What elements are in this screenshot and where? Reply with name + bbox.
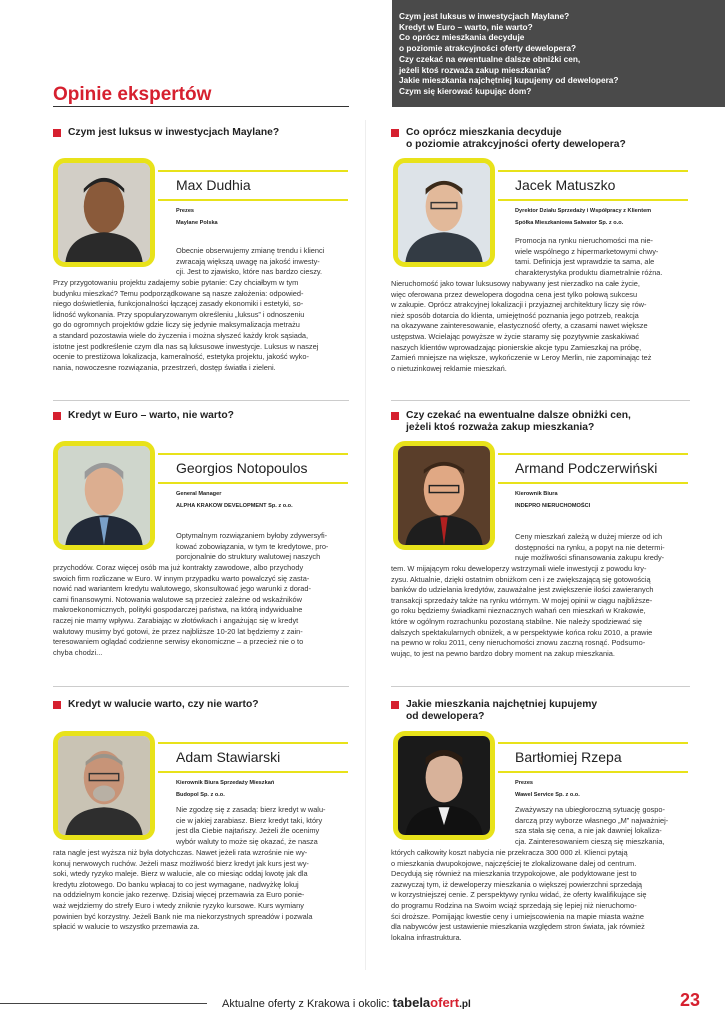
answer-text-indented: [515, 532, 690, 564]
text-line: ustępstwa. Wcielając powyższe w życie staramy się pozytywnie zaskakiwać: [391, 331, 640, 341]
role-title: General Manager: [176, 491, 222, 497]
section-divider: [53, 400, 349, 401]
text-line: których całkowity koszt nabycia nie przekracza 300 000 zł. Klienci pytają: [391, 848, 628, 857]
text-line: cji. Jest to zjawisko, które nas bardzo cieszy.: [176, 267, 323, 277]
contents-item: Czy czekać na ewentualne dalsze obniżki cen,: [399, 53, 581, 64]
text-line: Decydują się również na mieszkania trzypokojowe, ale podyktowane jest to: [391, 869, 637, 879]
text-line: na oddzielnym koncie jako rezerwę. Dzisiaj więcej przemawia za Euro ponie-: [53, 890, 305, 900]
text-line: makroekonomicznych, polityki gospodarczej państwa, na którą indywidualne: [53, 605, 303, 615]
text-line: cie w jakiej zarabiasz. Bierz kredyt taki, który: [176, 815, 323, 825]
text-line: charakterystyka produktu diametralnie różna.: [515, 267, 663, 277]
expert-photo: [393, 441, 495, 550]
expert-name: Adam Stawiarski: [176, 749, 281, 765]
name-rule: [158, 482, 348, 484]
answer-text: [53, 278, 349, 373]
footer-rule: [0, 1003, 207, 1004]
text-line: Promocja na rynku nieruchomości ma nie-: [515, 236, 654, 245]
role-title: Dyrektor Działu Sprzedaży i Współpracy z Klientem: [515, 208, 652, 214]
name-rule: [158, 199, 348, 201]
text-line: Nie zgodzę się z zasadą: bierz kredyt w walu-: [176, 805, 326, 814]
text-line: nież sposób dotarcia do klienta, umiejętność poznania jego potrzeb, reakcja: [391, 310, 639, 320]
text-line: kredytu złotowego. Do banku wpłacaj to co jest wymagane, nadwyżkę lokuj: [53, 879, 299, 889]
question-heading: [53, 699, 353, 711]
brand-part: .pl: [459, 999, 471, 1010]
text-line: dalszych spektakularnych obniżek, a w perspektywie końca roku 2010, a prawie: [391, 627, 653, 637]
page-title: Opinie ekspertów: [53, 84, 212, 105]
text-line: lidność wykonania. Przy spopularyzowanym określeniu „luksus” i odnoszeniu: [53, 309, 305, 319]
text-line: sza stała się cena, a nie jak dawniej lokaliza-: [515, 826, 662, 836]
text-line: Zamień mniejsze na większe, wykończenie w Leroy Merlin, nie zapominając też: [391, 353, 652, 363]
answer-text-indented: [176, 805, 349, 847]
bullet-square-icon: [53, 701, 61, 709]
section-divider: [53, 686, 349, 687]
portrait-icon: [398, 736, 490, 835]
contents-box: [392, 0, 725, 107]
contents-item: o poziomie atrakcyjności oferty dewelopera?: [399, 43, 577, 54]
expert-role: [176, 488, 293, 512]
question-heading: [53, 410, 353, 422]
role-title: Kierownik Biura: [515, 491, 558, 497]
role-company: Spółka Mieszkaniowa Salwator Sp. z o.o.: [515, 220, 624, 226]
text-line: go roku będziemy świadkami nieznacznych wahań cen mieszkań w Krakowie,: [391, 606, 646, 616]
text-line: naszych klientów wprowadzając pionierskie akcje typu Zamieszkaj na próbę,: [391, 342, 642, 352]
answer-text: [391, 848, 690, 943]
answer-text-indented: [515, 236, 690, 278]
text-line: kować zobowiązania, w tym te kredytowe, pro-: [176, 541, 329, 551]
expert-name: Bartłomiej Rzepa: [515, 749, 622, 765]
text-line: niego doświetlenia, funkcjonalności łączącej zasady ekonomiki i estetyki, so-: [53, 299, 304, 309]
name-rule: [498, 170, 688, 172]
role-title: Prezes: [515, 780, 534, 786]
brand-part: tabela: [392, 995, 431, 1010]
answer-text-indented: [176, 246, 349, 278]
title-divider: [53, 106, 349, 107]
role-company: Budopol Sp. z o.o.: [176, 792, 225, 798]
text-line: ocenie to prestiżowa lokalizacja, kameralność, estetyka projektu, jakość wyko-: [53, 352, 309, 362]
role-company: ALPHA KRAKOW DEVELOPMENT Sp. z o.o.: [176, 503, 293, 509]
text-line: darczą przy wyborze własnego „M” najważniej-: [515, 815, 669, 825]
text-line: porcjonalnie do struktury walutowej naszych: [176, 552, 321, 562]
text-line: przychodów. Coraz więcej osób ma już kontrakty zawodowe, albo przychody: [53, 563, 304, 572]
question-text: Kredyt w Euro – warto, nie warto?: [68, 410, 234, 421]
portrait-icon: [398, 163, 490, 262]
name-rule: [158, 742, 348, 744]
contents-item: Co oprócz mieszkania decyduje: [399, 32, 525, 43]
question-heading: [53, 127, 353, 139]
text-line: go do ogromnych projektów gdzie liczy się jedynie maksymalizacja metrażu: [53, 320, 300, 330]
text-line: budynku mieszkać? Temu podporządkowane są nasze założenia: odpowied-: [53, 288, 304, 298]
text-line: ści droższe. Pomijając kwestie ceny i umiejscowienia na mapie miasta ważne: [391, 911, 645, 921]
expert-name: Max Dudhia: [176, 177, 251, 193]
contents-item: Jakie mieszkania najchętniej kupujemy od dewelopera?: [399, 75, 619, 86]
text-line: wiele wspólnego z hipermarketowymi chwy-: [515, 246, 659, 256]
expert-role: [515, 205, 651, 229]
text-line: dla nabywców jest ustawienie mieszkania względem stron świata, jak również: [391, 922, 645, 932]
contents-item: jeżeli ktoś rozważa zakup mieszkania?: [399, 64, 551, 75]
role-company: INDEPRO NIERUCHOMOŚCI: [515, 503, 591, 509]
text-line: swoich firm rozliczane w Euro. W innym przypadku warto powalczyć się zasta-: [53, 573, 310, 583]
answer-text-indented: [176, 531, 349, 563]
role-company: Wawel Service Sp. z o.o.: [515, 792, 580, 798]
text-line: zwracają większą uwagę na jakość inwesty-: [176, 256, 320, 266]
bullet-square-icon: [391, 129, 399, 137]
name-rule: [158, 771, 348, 773]
text-line: wybór waluty to może się okazać, że nasza: [176, 836, 318, 846]
contents-list: [392, 0, 725, 97]
text-line: powinien być korzystny. Jeżeli Bank nie ma niekorzystnych spreadów i pozwala: [53, 911, 313, 921]
text-line: raczej nie mamy wpływu. Zarabiając w złotówkach i angażując się w kredyt: [53, 615, 299, 625]
text-line: cami finansowymi. Notowania walutowe są przecież zależne od wskaźników: [53, 594, 302, 604]
text-line: zazwyczaj tym, iż deweloperzy mieszkania o większej powierzchni sprzedają: [391, 879, 642, 889]
brand-logo[interactable]: [393, 995, 471, 1010]
name-rule: [498, 742, 688, 744]
portrait-icon: [58, 446, 150, 545]
text-line: wując, to jest na pewno bardzo dobry moment na zakup mieszkania.: [391, 648, 615, 658]
name-rule: [498, 453, 688, 455]
name-rule: [498, 771, 688, 773]
answer-text: [53, 848, 349, 933]
text-line: waż wejdziemy do strefy Euro i wtedy zniknie ryzyko kursowe. Kurs wymiany: [53, 900, 304, 910]
question-text: Czy czekać na ewentualne dalsze obniżki cen, jeżeli ktoś rozważa zakup mieszkania?: [406, 410, 631, 433]
role-company: Maylane Polska: [176, 220, 218, 226]
text-line: Ceny mieszkań zależą w dużej mierze od ich: [515, 532, 663, 541]
text-line: Zważywszy na ubiegłoroczną sytuację gospo-: [515, 805, 665, 814]
portrait-icon: [58, 163, 150, 262]
answer-text-indented: [515, 805, 690, 847]
text-line: konuj nerwowych ruchów. Jeżeli masz możliwość bierz kredyt jak kurs jest wy-: [53, 858, 309, 868]
column-divider: [365, 120, 366, 970]
question-text: Czym jest luksus w inwestycjach Maylane?: [68, 127, 280, 138]
question-heading: [391, 410, 711, 434]
expert-name: Georgios Notopoulos: [176, 460, 308, 476]
text-line: dostępności na rynku, a popyt na nie determi-: [515, 542, 665, 552]
name-rule: [498, 199, 688, 201]
text-line: na pewno w roku 2011, ceny nieruchomości znowu zaczną rosnąć. Podsumo-: [391, 638, 646, 648]
text-line: teresowaniem oglądać codzienne serwisy ekonomiczne – a przecież nie o to: [53, 637, 304, 647]
text-line: w zakupie. Oprócz atrakcyjnej lokalizacji i przyjaznej architektury liczy się rów-: [391, 300, 647, 310]
text-line: tem. W mijającym roku deweloperzy wstrzymali wiele inwestycji z powodu kry-: [391, 564, 647, 573]
text-line: Przy przygotowaniu projektu zadajemy sobie pytanie: Czy chciałbym w tym: [53, 278, 299, 287]
expert-photo: [393, 731, 495, 840]
text-line: które w ogólnym rozrachunku pozostaną stabilne. Nie należy spodziewać się: [391, 616, 643, 626]
role-title: Prezes: [176, 208, 195, 214]
name-rule: [158, 453, 348, 455]
portrait-icon: [58, 736, 150, 835]
text-line: cja. Zainteresowaniem cieszą się mieszkania,: [515, 836, 665, 846]
text-line: jest dla Ciebie najtańszy. Jeżeli źle ocenimy: [176, 826, 320, 836]
text-line: spłacić w walucie to wszystko przemawia za.: [53, 922, 200, 932]
text-line: Obecnie obserwujemy zmianę trendu i klienci: [176, 246, 325, 255]
name-rule: [498, 482, 688, 484]
section-divider: [391, 686, 690, 687]
text-line: rata nagle jest wyższa niż była dotychczas. Nawet jeżeli rata wzrośnie nie wy-: [53, 848, 308, 857]
name-rule: [158, 170, 348, 172]
text-line: nuje możliwości sfinansowania zakupu kredy-: [515, 553, 665, 563]
text-line: a standard pozostawia wiele do życzenia i można słyszeć każdy krok sąsiada,: [53, 330, 309, 340]
text-line: nowić nad wariantem kredytu walutowego, skonsultować jego warunki z dorad-: [53, 584, 311, 594]
role-title: Kierownik Biura Sprzedaży Mieszkań: [176, 780, 275, 786]
expert-photo: [53, 158, 155, 267]
question-heading: [391, 127, 711, 151]
question-text: Jakie mieszkania najchętniej kupujemy od dewelopera?: [406, 699, 598, 722]
text-line: zysu. Aktualnie, dzięki ostatnim obniżkom cen i ze zwiększającą się gotowością: [391, 574, 651, 584]
expert-role: [515, 777, 580, 801]
text-line: w korzystniejszej cenie. Z perspektywy rynku widać, że oferty kwalifikujące się: [391, 890, 647, 900]
text-line: walutowy musimy być gotowi, że przez najbliższe 10-20 lat będziemy z zain-: [53, 626, 303, 636]
text-line: więc oferowana przez dewelopera dogodna cena jest tylko połową sukcesu: [391, 289, 638, 299]
text-line: Optymalnym rozwiązaniem byłoby zdywersyfi-: [176, 531, 328, 540]
text-line: nania, nowoczesne rozwiązania, przestrzeń, dostęp światła i zieleni.: [53, 362, 276, 372]
expert-role: [176, 777, 274, 801]
expert-name: Jacek Matuszko: [515, 177, 616, 193]
question-heading: [391, 699, 711, 723]
text-line: chyba chodzi...: [53, 647, 103, 657]
text-line: Nieruchomość jako towar luksusowy nabywany jest nierzadko na całe życie,: [391, 279, 640, 288]
expert-role: [515, 488, 590, 512]
text-line: do programu Rodzina na Swoim wciąż sprzedają się lepiej niż nieruchomo-: [391, 900, 637, 910]
answer-text: [53, 563, 349, 658]
bullet-square-icon: [53, 129, 61, 137]
page-number: 23: [680, 990, 701, 1010]
text-line: o nietuzinkowej reklamie mieszkań.: [391, 363, 507, 373]
section-divider: [391, 400, 690, 401]
expert-photo: [53, 441, 155, 550]
expert-role: [176, 205, 218, 229]
question-text: Co oprócz mieszkania decyduje o poziomie atrakcyjności oferty dewelopera?: [406, 127, 626, 150]
text-line: tami. Definicja jest wprawdzie ta sama, ale: [515, 257, 655, 267]
text-line: na okazywane zainteresowanie, elastyczność oferty, a czasami nawet większe: [391, 321, 648, 331]
contents-item: Czym się kierować kupując dom?: [399, 85, 532, 96]
brand-part: ofert: [430, 995, 460, 1010]
expert-photo: [393, 158, 495, 267]
text-line: lokalna infrastruktura.: [391, 932, 462, 942]
text-line: soki, wtedy ryzyko maleje. Bierz w walucie, ale co miesiąc oddaj kwotę jak dla: [53, 869, 308, 879]
bullet-square-icon: [391, 701, 399, 709]
answer-text: [391, 564, 690, 659]
contents-item: Kredyt w Euro – warto, nie warto?: [399, 21, 533, 32]
bullet-square-icon: [391, 412, 399, 420]
expert-name: Armand Podczerwiński: [515, 460, 658, 476]
expert-photo: [53, 731, 155, 840]
portrait-icon: [398, 446, 490, 545]
text-line: o mieszkania dwupokojowe, najczęściej te zlokalizowane dalej od centrum.: [391, 858, 637, 868]
contents-item: Czym jest luksus w inwestycjach Maylane?: [399, 11, 570, 21]
bullet-square-icon: [53, 412, 61, 420]
text-line: transakcji sprzedaży także na rynku wtórnym. W mojej opinii w ciągu najbliższe-: [391, 595, 653, 605]
answer-text: [391, 279, 690, 374]
text-line: istotne jest podkreślenie czym dla nas są luksusowe inwestycje. Luksus w naszej: [53, 341, 319, 351]
footer-text: Aktualne oferty z Krakowa i okolic:: [222, 998, 390, 1010]
text-line: banków do udzielania kredytów, zauważalne jest zwiększenie ilości zawieranych: [391, 585, 654, 595]
footer: [222, 995, 471, 1010]
question-text: Kredyt w walucie warto, czy nie warto?: [68, 699, 259, 710]
